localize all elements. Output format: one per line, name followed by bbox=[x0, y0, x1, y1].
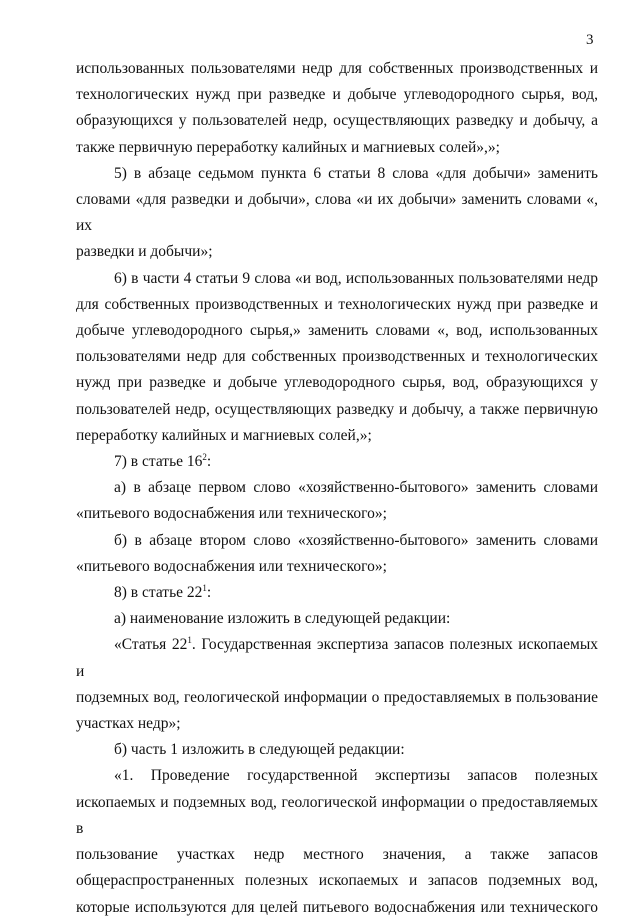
text-line: переработку калийных и магниевых солей,»; bbox=[76, 426, 372, 444]
text-line: 5) в абзаце седьмом пункта 6 статьи 8 слова «для добычи» заменить bbox=[114, 164, 598, 182]
item-7-text: 7) в статье 16 bbox=[114, 453, 203, 471]
paragraph-item-6 bbox=[76, 266, 598, 449]
text-line: общераспространенных полезных ископаемых и запасов подземных вод, bbox=[76, 872, 598, 890]
paragraph-continuation bbox=[76, 56, 598, 161]
text-line: «1. Проведение государственной экспертизы запасов полезных bbox=[114, 767, 598, 785]
text-line: добыче углеводородного сырья,» заменить словами «, вод, использованных bbox=[76, 322, 598, 340]
paragraph-article-title bbox=[76, 632, 598, 737]
article-title-suffix: . Государственная экспертиза запасов полезных ископаемых и bbox=[76, 636, 598, 680]
text-line: «питьевого водоснабжения или технического»; bbox=[76, 505, 387, 523]
superscript: 2 bbox=[202, 452, 207, 463]
text-line: «питьевого водоснабжения или технического»; bbox=[76, 557, 387, 575]
text-line: ископаемых и подземных вод, геологической информации о предоставляемых в bbox=[76, 793, 598, 837]
paragraph-item-7a bbox=[76, 475, 598, 527]
paragraph-part-1 bbox=[76, 763, 598, 920]
paragraph-item-5 bbox=[76, 161, 598, 266]
item-7-colon: : bbox=[206, 453, 212, 471]
superscript: 1 bbox=[202, 583, 207, 594]
item-8b-text: б) часть 1 изложить в следующей редакции: bbox=[114, 741, 405, 759]
item-8a-text: а) наименование изложить в следующей редакции: bbox=[114, 610, 451, 628]
item-8-text: 8) в статье 22 bbox=[114, 584, 203, 602]
paragraph-item-8 bbox=[76, 580, 598, 606]
text-line: для собственных производственных и технологических нужд при разведке и bbox=[76, 295, 598, 313]
article-title-prefix: «Статья 22 bbox=[114, 636, 188, 654]
document-body bbox=[76, 56, 598, 921]
text-line: использованных пользователями недр для собственных производственных и bbox=[76, 60, 598, 77]
text-line bbox=[76, 632, 598, 684]
text-line: образующихся у пользователей недр, осуществляющих разведку и добычу, а bbox=[76, 112, 598, 130]
text-line: также первичную переработку калийных и магниевых солей»,»; bbox=[76, 138, 500, 156]
text-line: технологических нужд при разведке и добыче углеводородного сырья, вод, bbox=[76, 86, 598, 104]
text-line: 6) в части 4 статьи 9 слова «и вод, использованных пользователями недр bbox=[114, 269, 598, 287]
text-line: словами «для разведки и добычи», слова «и их добычи» заменить словами «, их bbox=[76, 191, 598, 235]
text-line: пользователями недр для собственных производственных и технологических bbox=[76, 348, 598, 366]
text-line: подземных вод, геологической информации о предоставляемых в пользование bbox=[76, 688, 598, 706]
paragraph-item-8a bbox=[76, 606, 598, 632]
superscript: 1 bbox=[187, 635, 192, 646]
paragraph-item-8b bbox=[76, 737, 598, 763]
paragraph-item-7b bbox=[76, 528, 598, 580]
text-line: разведки и добычи»; bbox=[76, 243, 213, 261]
text-line: а) в абзаце первом слово «хозяйственно-бытового» заменить словами bbox=[114, 479, 598, 497]
text-line: пользование участках недр местного значения, а также запасов bbox=[76, 846, 598, 864]
text-line: нужд при разведке и добыче углеводородного сырья, вод, образующихся у bbox=[76, 374, 598, 392]
text-line: б) в абзаце втором слово «хозяйственно-бытового» заменить словами bbox=[114, 531, 598, 549]
text-line: участках недр»; bbox=[76, 715, 181, 733]
paragraph-item-7 bbox=[76, 449, 598, 475]
item-8-colon: : bbox=[206, 584, 212, 602]
page-number: 3 bbox=[586, 32, 594, 48]
text-line: которые используются для целей питьевого водоснабжения или технического bbox=[76, 898, 598, 916]
text-line: пользователей недр, осуществляющих разведку и добычу, а также первичную bbox=[76, 400, 598, 418]
